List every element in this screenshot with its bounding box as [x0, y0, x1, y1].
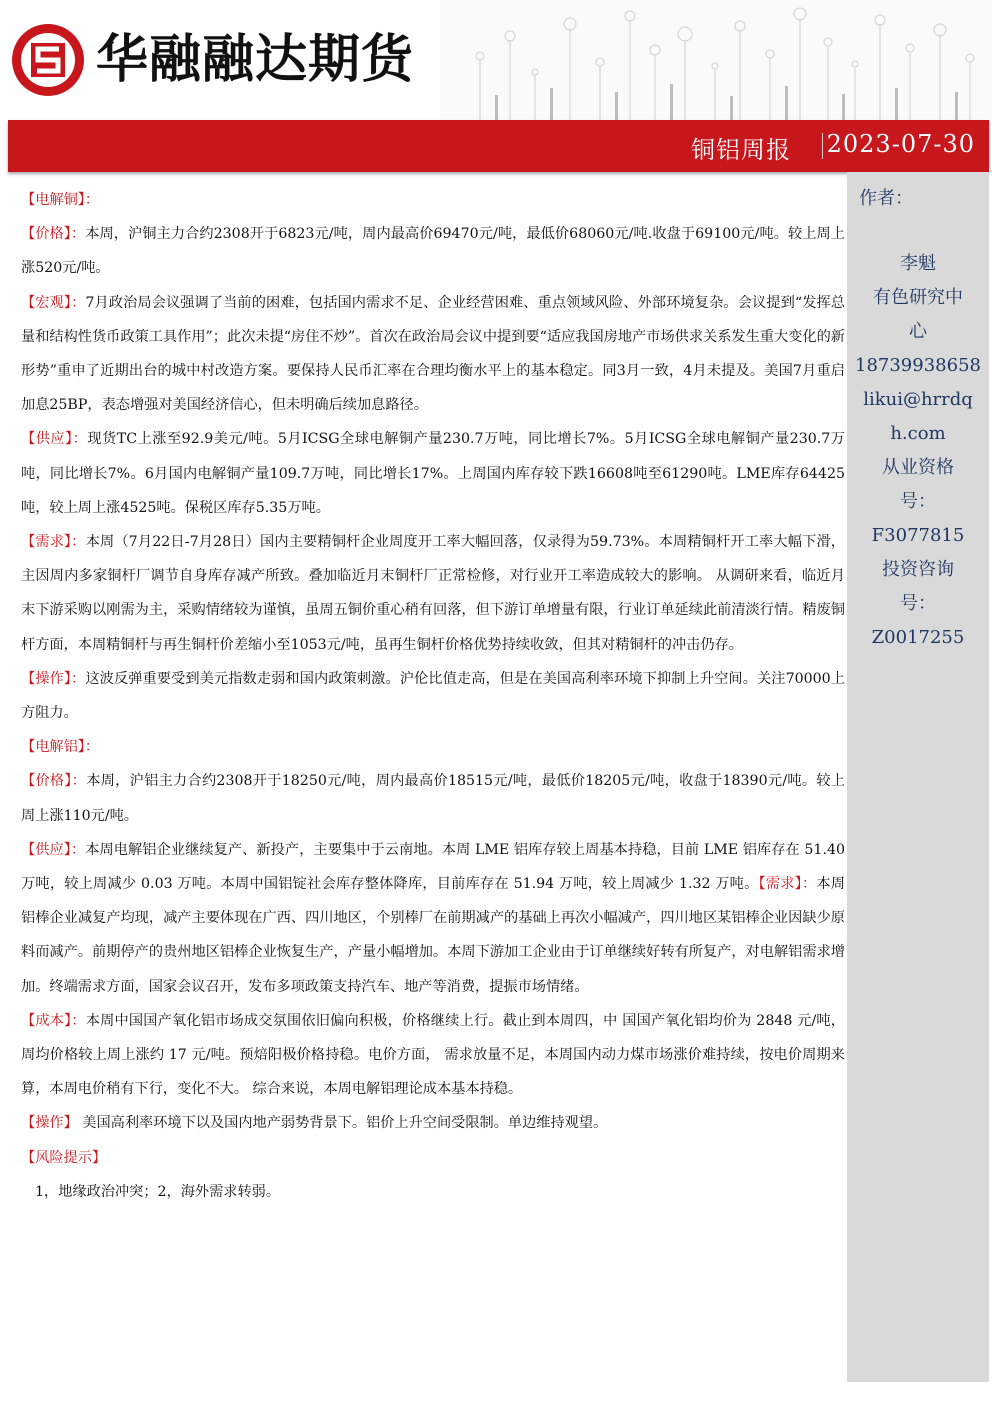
license-number: F3077815	[871, 525, 965, 546]
banner-divider	[822, 133, 823, 159]
copper-heading: 【电解铜】：	[21, 192, 100, 208]
author-dept: 有色研究中心	[873, 287, 963, 342]
company-name: 华融融达期货	[96, 30, 415, 90]
copper-demand: 【需求】：本周（7月22日-7月28日）国内主要精铜杆企业周度开工率大幅回落，仅录得为59.73%。本周精铜杆开工率大幅下滑，主因周内多家铜杆厂调节自身库存减产所致。叠加临近月末铜杆厂正常检修，对行业开工率造成较大的影响。 从调研来看，临近月末下游采购以刚需为主，采购情绪较为谨慎，虽周五铜价重心稍有回落，但下游订单增量有限，行业订单延续此前清淡行情。精废铜杆方面，本周精铜杆与再生铜杆价差缩小至1053元/吨，虽再生铜杆价格优势持续收敛，但其对精铜杆的冲击仍存。	[21, 534, 845, 653]
author-label: 作者：	[859, 188, 913, 209]
author-email: likui@hrrdqh.com	[863, 389, 973, 444]
author-sidebar	[847, 172, 989, 1382]
license-label: 从业资格号：	[882, 457, 954, 512]
author-phone: 18739938658	[855, 355, 981, 376]
consult-number: Z0017255	[871, 627, 965, 648]
author-name: 李魁	[900, 253, 936, 274]
copper-macro: 【宏观】：7月政治局会议强调了当前的困难，包括国内需求不足、企业经营困难、重点领域风险、外部环境复杂。会议提到“发挥总量和结构性货币政策工具作用”；此次未提“房住不炒”。首次在政治局会议中提到要“适应我国房地产市场供求关系发生重大变化的新形势”重申了近期出台的城中村改造方案。要保持人民币汇率在合理均衡水平上的基本稳定。同3月一致，4月未提及。美国7月重启加息25BP，表态增强对美国经济信心，但未明确后续加息路径。	[21, 294, 845, 414]
copper-price: 【价格】：本周，沪铜主力合约2308开于6823元/吨，周内最高价69470元/吨，最低价68060元/吨.收盘于69100元/吨。较上周上涨520元/吨。	[21, 226, 845, 277]
risk-text: 1，地缘政治冲突；2，海外需求转弱。	[35, 1183, 281, 1200]
report-title: 铜铝周报	[691, 136, 791, 164]
author-info	[847, 247, 989, 655]
header-decoration	[440, 0, 992, 120]
title-banner	[8, 120, 989, 172]
copper-operation: 【操作】：这波反弹重要受到美元指数走弱和国内政策刺激。沪伦比值走高，但是在美国高利率环境下抑制上升空间。关注70000上方阻力。	[21, 670, 845, 722]
page-header	[0, 0, 992, 120]
aluminum-cost: 【成本】：本周中国国产氧化铝市场成交氛围依旧偏向积极，价格继续上行。截止到本周四，中 国国产氧化铝均价为 2848 元/吨，周均价格较上周上涨约 17 元/吨。预焙阳极价格持稳。电价方面， 需求放量不足，本周国内动力煤市场涨价难持续，按电价周期来算，本周电价稍有下行，变化不大。 综合来说，本周电解铝理论成本基本持稳。	[21, 1012, 845, 1098]
aluminum-supply-demand: 【供应】：本周电解铝企业继续复产、新投产，主要集中于云南地。本周 LME 铝库存较上周基本持稳，目前 LME 铝库存在 51.40 万吨，较上周减少 0.03 万吨。本周中国铝锭社会库存整体降库，目前库存在 51.94 万吨，较上周减少 1.32 万吨。【需求】：本周铝棒企业减复产均现，减产主要体现在广西、四川地区，个别棒厂在前期减产的基础上再次小幅减产，四川地区某铝棒企业因缺少原料而减产。前期停产的贵州地区铝棒企业恢复生产，产量小幅增加。本周下游加工企业由于订单继续好转有所复产，对电解铝需求增加。终端需求方面，国家会议召开，发布多项政策支持汽车、地产等消费，提振市场情绪。	[21, 841, 846, 995]
aluminum-operation: 【操作】 美国高利率环境下以及国内地产弱势背景下。铝价上升空间受限制。单边维持观望。	[21, 1115, 608, 1132]
risk-heading: 【风险提示】	[21, 1149, 107, 1166]
aluminum-price: 【价格】：本周，沪铝主力合约2308开于18250元/吨，周内最高价18515元/吨，最低价18205元/吨，收盘于18390元/吨。较上周上涨110元/吨。	[21, 773, 845, 824]
aluminum-heading: 【电解铝】：	[21, 739, 100, 756]
consult-label: 投资咨询号：	[882, 559, 954, 614]
company-logo-icon	[12, 24, 84, 96]
report-body	[21, 183, 845, 1209]
report-date: 2023-07-30	[826, 130, 975, 158]
copper-supply: 【供应】：现货TC上涨至92.9美元/吨。5月ICSG全球电解铜产量230.7万吨，同比增长7%。5月ICSG全球电解铜产量230.7万吨，同比增长7%。6月国内电解铜产量109.7万吨，同比增长17%。上周国内库存较下跌16608吨至61290吨。LME库存64425吨，较上周上涨4525吨。保税区库存5.35万吨。	[21, 431, 845, 516]
